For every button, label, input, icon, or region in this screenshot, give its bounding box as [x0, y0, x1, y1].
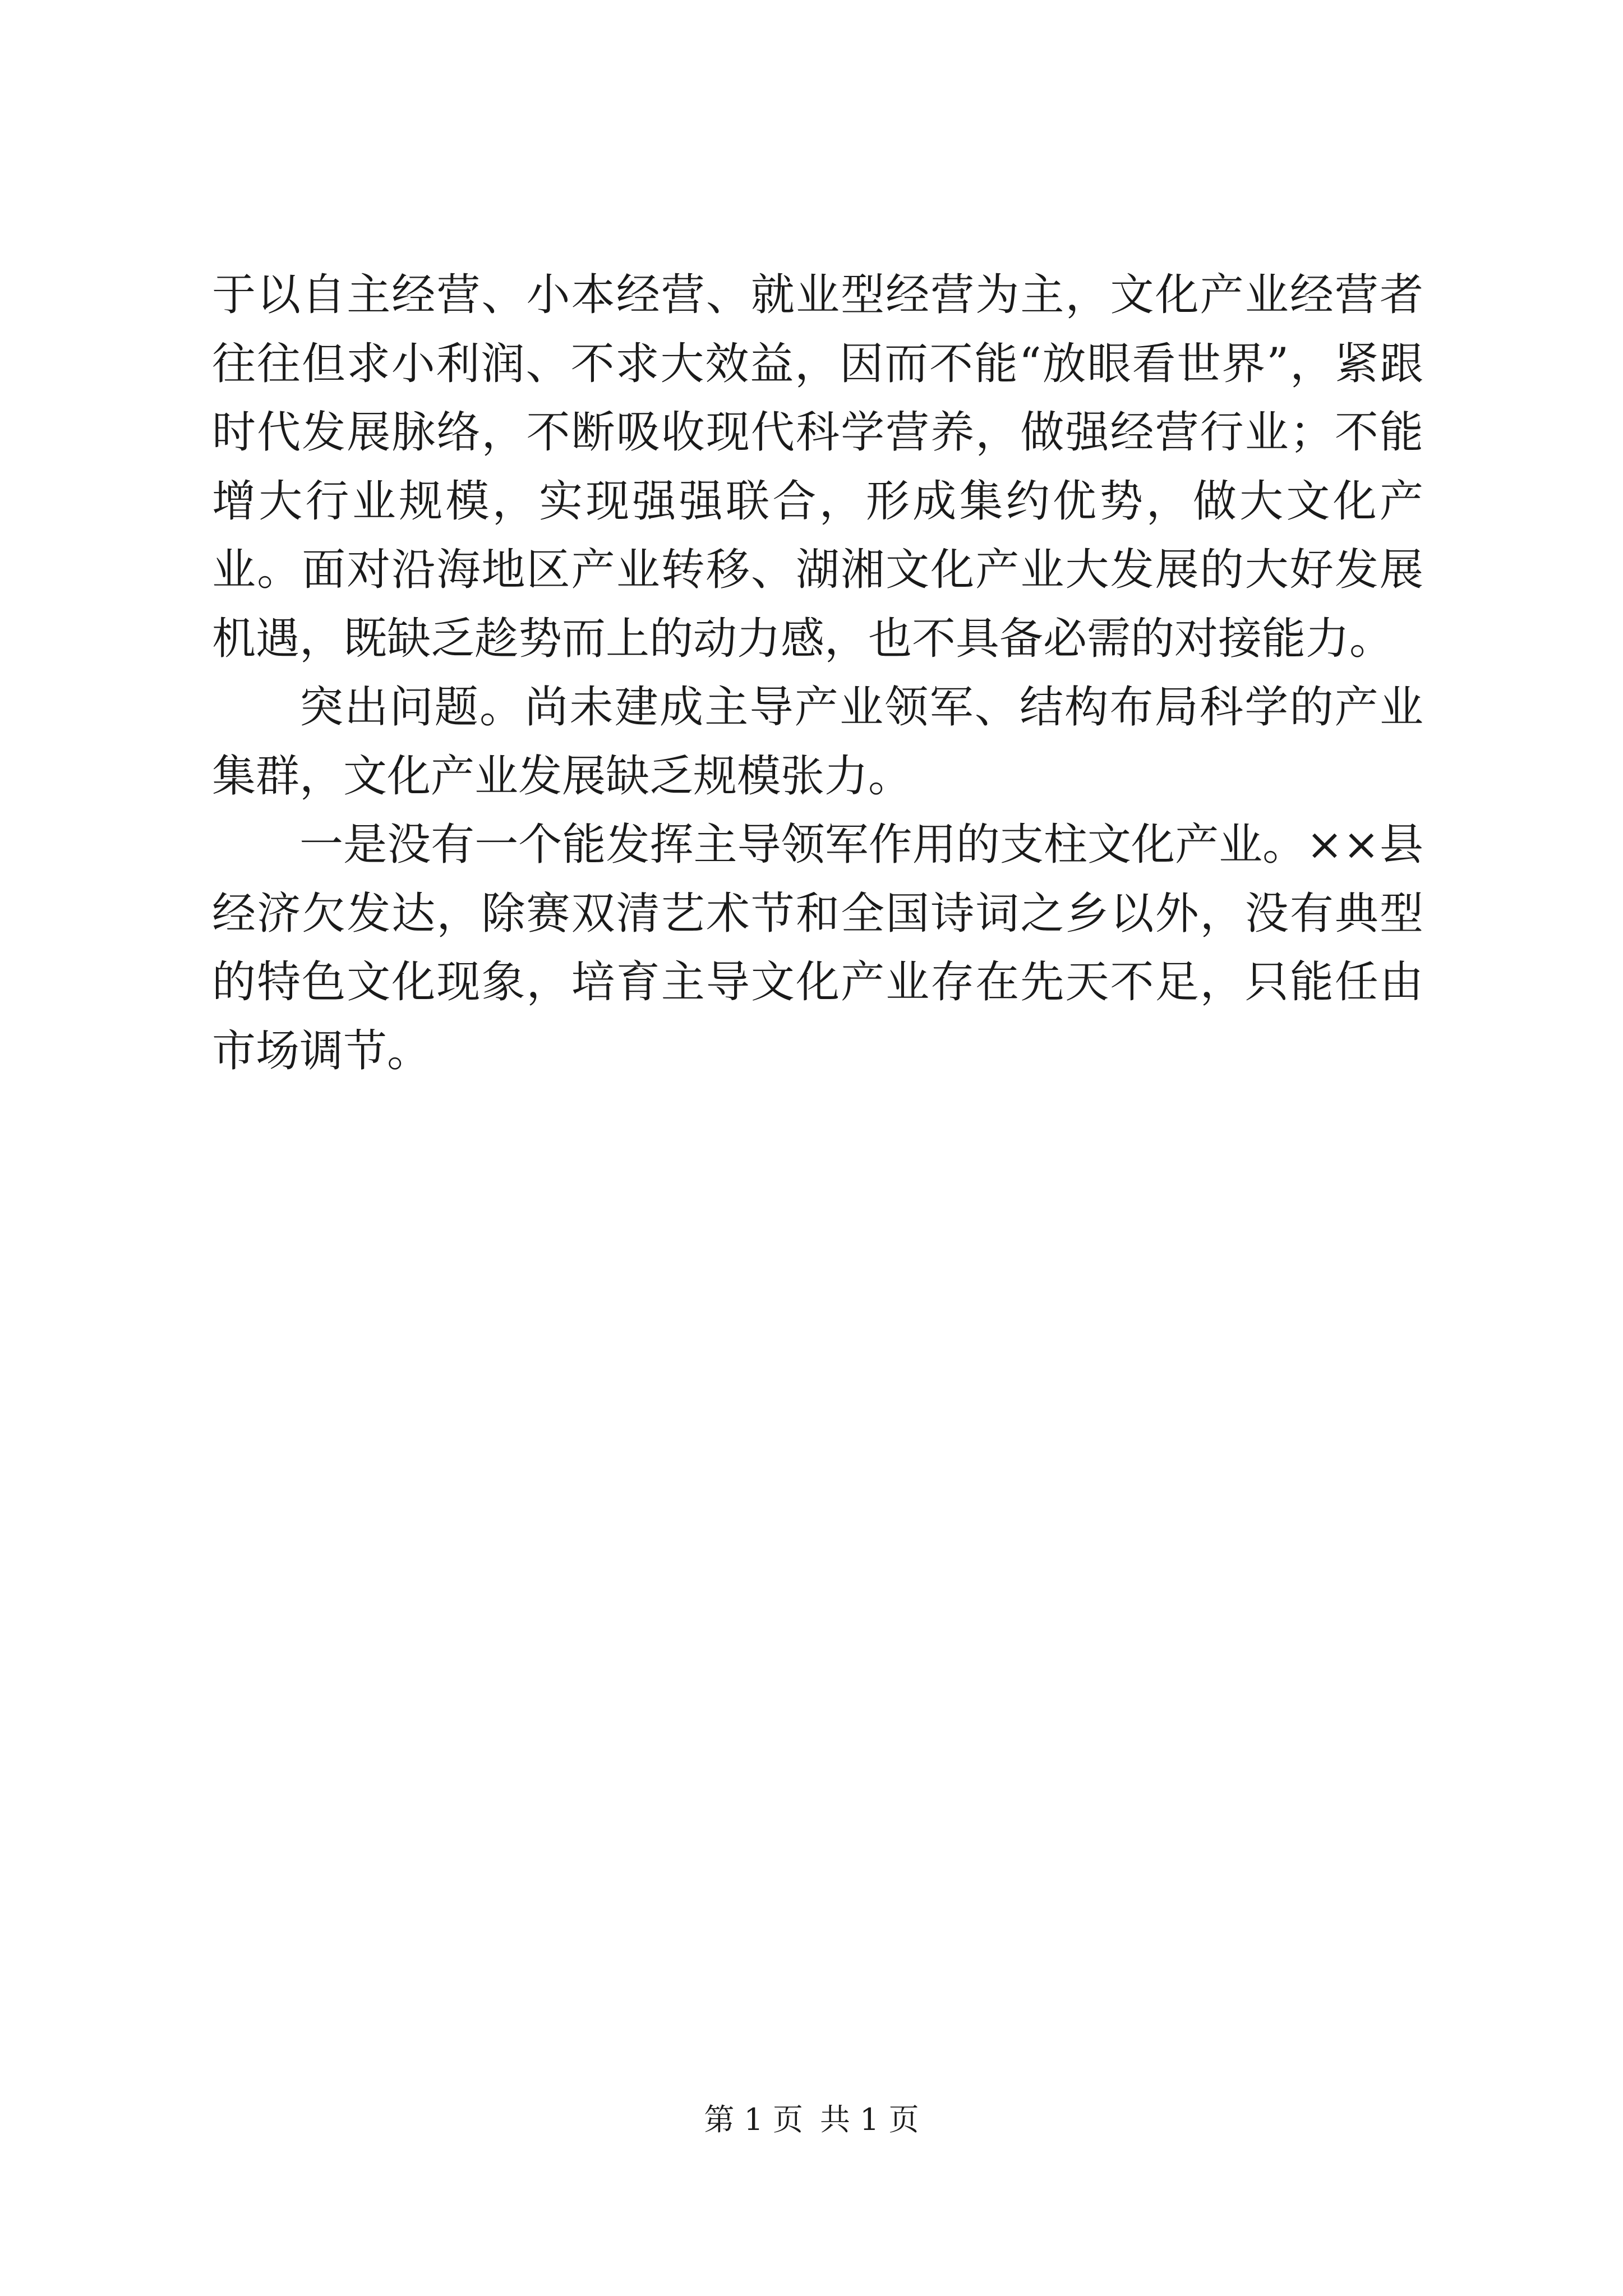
paragraph-continuation: 于以自主经营、小本经营、就业型经营为主，文化产业经营者往往但求小利润、不求大效益，因而不能“放眼看世界”，紧跟时代发展脉络，不断吸收现代科学营养，做强经营行业；不能增大行业规模，实现强强联合，形成集约优势，做大文化产业。面对沿海地区产业转移、湖湘文化产业大发展的大好发展机遇，既缺乏趁势而上的动力感，也不具备必需的对接能力。: [212, 270, 1423, 664]
page-number: 第 1 页: [704, 2102, 803, 2137]
paragraph-prominent-problem: 突出问题。尚未建成主导产业领军、结构布局科学的产业集群，文化产业发展缺乏规模张力。: [212, 682, 1423, 802]
paragraph-point-one: 一是没有一个能发挥主导领军作用的支柱文化产业。××县经济欠发达，除赛双清艺术节和全国诗词之乡以外，没有典型的特色文化现象，培育主导文化产业存在先天不足，只能任由市场调节。: [212, 820, 1423, 1076]
page-total: 共 1 页: [820, 2102, 919, 2137]
document-body: [212, 261, 1423, 1085]
page-footer: [0, 2100, 1623, 2139]
